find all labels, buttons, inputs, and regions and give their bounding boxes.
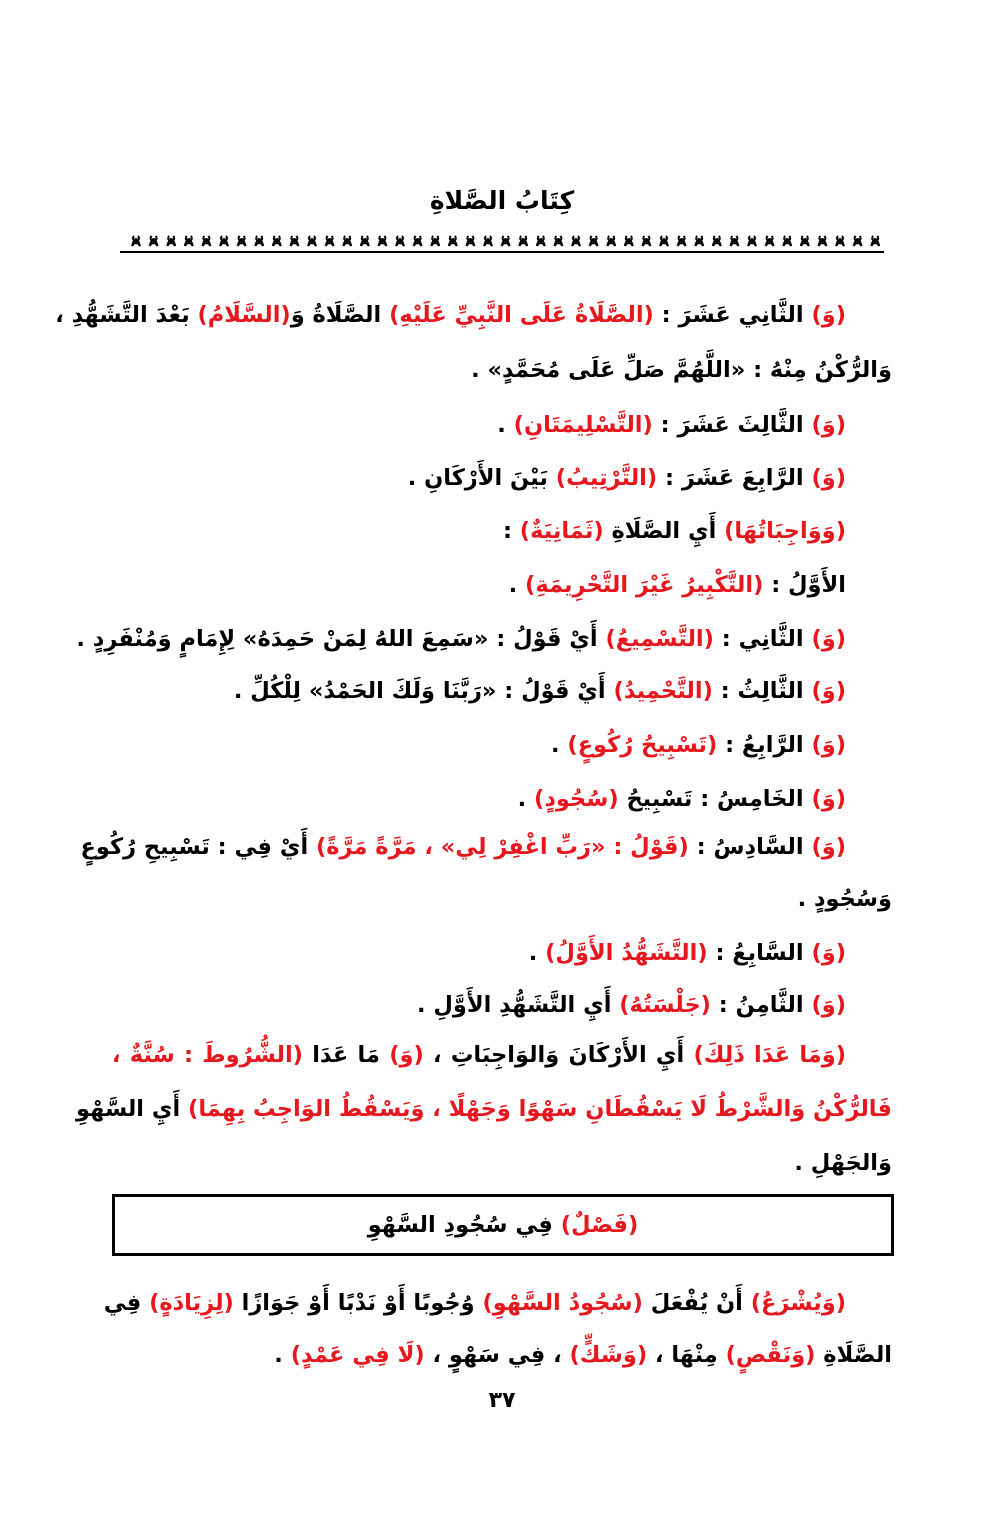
sharh-text-segment: وَسُجُودٍ . (797, 886, 892, 912)
sharh-text-segment: الثَّانِي عَشَرَ : (653, 302, 812, 328)
sharh-text-segment: الثَّانِي : (713, 626, 812, 652)
matn-text-segment: (وَ) (811, 412, 846, 438)
sharh-text-segment: الأَوَّلُ : (763, 572, 846, 598)
sharh-text-segment: أَيْ فِي : تَسْبِيحِ رُكُوعٍ (80, 834, 316, 860)
sharh-text-segment: السَّابِعُ : (707, 940, 812, 966)
matn-text-segment: (التَّسْلِيمَتَانِ) (513, 412, 653, 438)
matn-text-segment: (التَّرْتِيبُ) (555, 465, 658, 491)
matn-text-segment: (ثَمَانِيَةٌ) (519, 518, 604, 544)
matn-text-segment: (قَوْلُ : «رَبِّ اغْفِرْ لِي» ، مَرَّةً مَرَّةً) (315, 834, 689, 860)
matn-text-segment: (لِزِيَادَةٍ) (149, 1290, 234, 1316)
sharh-text-segment: السَّادِسُ : (688, 834, 812, 860)
matn-text-segment: (سُجُودُ السَّهْوِ) (482, 1290, 643, 1316)
sharh-text-segment: بَيْنَ الأَرْكَانِ . (407, 465, 556, 491)
matn-text-segment: (الصَّلَاةُ عَلَى النَّبِيِّ عَلَيْهِ) (389, 302, 654, 328)
matn-text-segment: (وَ) (811, 786, 846, 812)
page-number: ٣٧ (488, 1388, 516, 1413)
sharh-text-segment: وَالجَهْلِ . (794, 1150, 892, 1176)
sharh-text-segment: الصَّلَاةُ وَ (290, 302, 390, 328)
sharh-text-segment: الرَّابِعَ عَشَرَ : (657, 465, 812, 491)
sharh-text-segment: الخَامِسُ : تَسْبِيحُ (618, 786, 812, 812)
matn-text-segment: (لَا فِي عَمْدٍ) (290, 1342, 425, 1368)
matn-text-segment: (وَ) (811, 678, 846, 704)
matn-text-segment: (وَ) (811, 992, 846, 1018)
matn-text-segment: (السَّلَامُ) (197, 302, 291, 328)
matn-text-segment: (وَمَا عَدَا ذَلِكَ) (693, 1042, 846, 1068)
sharh-text-segment: وُجُوبًا أَوْ نَدْبًا أَوْ جَوَازًا (233, 1290, 483, 1316)
matn-text-segment: (وَ) (811, 732, 846, 758)
sharh-text-segment: الصَّلَاةِ (815, 1342, 892, 1368)
matn-text-segment: (وَيُشْرَعُ) (750, 1290, 846, 1316)
sharh-text-segment: أَيْ قَوْلُ : «رَبَّنَا وَلَكَ الحَمْدُ» لِلْكُلِّ . (233, 678, 614, 704)
matn-text-segment: (وَنَقْصٍ) (725, 1342, 816, 1368)
matn-text-segment: (وَ) (811, 834, 846, 860)
matn-text-segment: (وَشَكٍّ) (569, 1342, 648, 1368)
matn-text-segment: (وَوَاجِبَاتُهَا) (724, 518, 846, 544)
matn-text-segment: (التَّحْمِيدُ) (613, 678, 713, 704)
sharh-text-segment: فِي (103, 1290, 150, 1316)
sharh-text-segment: الثَّالِثَ عَشَرَ : (652, 412, 812, 438)
sharh-text-segment: الثَّامِنُ : (710, 992, 812, 1018)
matn-text-segment: (وَ) (811, 302, 846, 328)
sharh-text-segment: أَيِ التَّشَهُّدِ الأَوَّلِ . (416, 992, 620, 1018)
sharh-text-segment: الرَّابِعُ : (717, 732, 812, 758)
sharh-text-segment: أَيِ الأَرْكَانَ وَالوَاجِبَاتِ ، (423, 1042, 694, 1068)
sharh-text-segment: ، فِي سَهْوٍ ، (424, 1342, 570, 1368)
matn-text-segment: (التَّكْبِيرُ غَيْرَ التَّحْرِيمَةِ) (525, 572, 764, 598)
matn-text-segment: (التَّشَهُّدُ الأَوَّلُ) (545, 940, 708, 966)
text-line (103, 1288, 846, 1318)
sharh-text-segment: . (528, 940, 546, 966)
sharh-text-segment: الثَّالِثُ : (712, 678, 812, 704)
sharh-text-segment: : (502, 518, 520, 544)
sharh-text-segment: مَا عَدَا (302, 1042, 390, 1068)
sharh-text-segment: أَيْ قَوْلُ : «سَمِعَ اللهُ لِمَنْ حَمِدَهُ» لِإِمَامٍ وَمُنْفَرِدٍ . (76, 626, 606, 652)
matn-text-segment: فَالرُّكْنُ وَالشَّرْطُ لَا يَسْقُطَانِ سَهْوًا وَجَهْلًا ، وَيَسْقُطُ الوَاجِبُ بِهِمَا) (188, 1096, 892, 1122)
sharh-text-segment: بَعْدَ التَّشَهُّدِ ، (55, 302, 198, 328)
matn-text-segment: (سُجُودٍ) (534, 786, 619, 812)
matn-text-segment: (الشُّرُوطَ : سُنَّةٌ ، (112, 1042, 303, 1068)
sharh-text-segment: . (497, 412, 514, 438)
matn-text-segment: (وَ) (811, 626, 846, 652)
page-header-title: كِتَابُ الصَّلاةِ (429, 186, 575, 215)
matn-text-segment: (تَسْبِيحُ رُكُوعٍ) (567, 732, 718, 758)
matn-text-segment: (جَلْسَتُهُ) (619, 992, 711, 1018)
sharh-text-segment: مِنْهَا ، (647, 1342, 726, 1368)
matn-text-segment: (وَ) (389, 1042, 424, 1068)
matn-text-segment: (وَ) (811, 940, 846, 966)
sharh-text-segment: وَالرُّكْنُ مِنْهُ : «اللَّهُمَّ صَلِّ عَلَى مُحَمَّدٍ» . (471, 357, 892, 383)
sharh-text-segment: . (508, 572, 526, 598)
section-title-text: فِي سُجُودِ السَّهْوِ (367, 1212, 561, 1238)
matn-text-segment: (وَ) (811, 465, 846, 491)
text-line (112, 1340, 892, 1370)
sharh-text-segment: أَيِ السَّهْوِ (76, 1096, 189, 1122)
matn-text-segment: (التَّسْمِيعُ) (605, 626, 714, 652)
sharh-text-segment: . (274, 1342, 291, 1368)
section-label: (فَصْلٌ) (560, 1212, 639, 1238)
sharh-text-segment: . (517, 786, 535, 812)
sharh-text-segment: أَيِ الصَّلَاةِ (603, 518, 725, 544)
sharh-text-segment: أَنْ يُفْعَلَ (642, 1290, 751, 1316)
sharh-text-segment: . (551, 732, 568, 758)
